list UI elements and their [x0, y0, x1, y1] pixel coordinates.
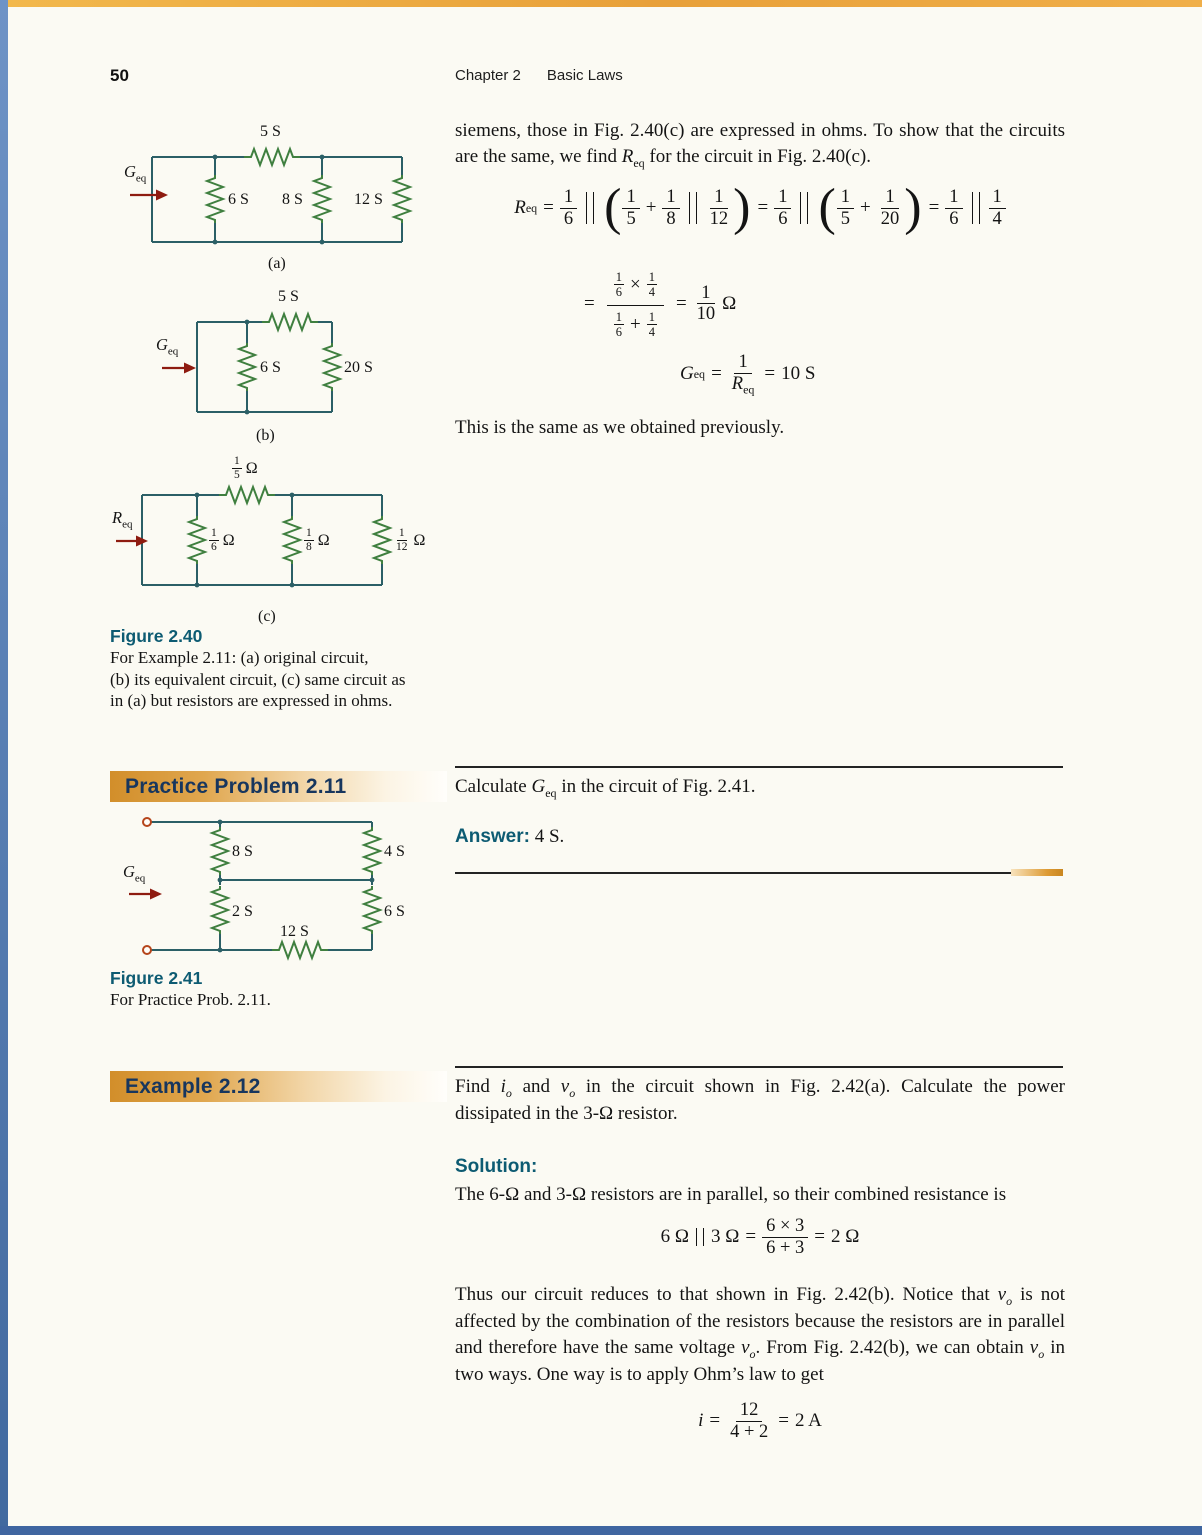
parallel-operator	[689, 192, 697, 224]
resistor-6s	[239, 343, 255, 391]
resistor-label-1-12ohm: 1 12 Ω	[396, 527, 426, 554]
fraction-1-8: $\frac{1}{8}$	[662, 187, 679, 229]
source-label-geq	[124, 164, 146, 184]
compound-fraction	[607, 268, 664, 340]
equals-sign: =	[928, 197, 940, 219]
parallel-operator	[586, 192, 594, 224]
fraction-1-6: $\frac{1}{6}$	[615, 270, 622, 300]
resistor-label-6s: 6 S	[260, 359, 281, 376]
terminal-bottom	[143, 946, 151, 954]
eq-result: 2 A	[794, 1410, 822, 1432]
figure-caption-title: Figure 2.40	[110, 626, 203, 646]
junction-dot	[195, 583, 200, 588]
var-vo-sub: o	[1038, 1347, 1045, 1362]
solution-intro: The 6-Ω and 3-Ω resistors are in parallel, so their combined resistance is	[455, 1184, 1007, 1205]
resistor-label-12s: 12 S	[354, 191, 383, 208]
var-vo-sub: o	[569, 1085, 576, 1100]
resistor-label-8s: 8 S	[232, 843, 253, 860]
practice-problem-title: Practice Problem 2.11	[125, 774, 347, 798]
resistor-1-12ohm	[374, 516, 390, 564]
fraction-1-10: $\frac{1}{10}$	[696, 282, 716, 325]
terminal-top	[143, 818, 151, 826]
paragraph-segment: Thus our circuit reduces to that shown in Fig. 2.42(b). Notice that	[455, 1284, 998, 1305]
running-head	[455, 67, 623, 84]
equation-geq	[680, 352, 815, 397]
var-geq-sub: eq	[545, 785, 557, 800]
fraction-1-4: $\frac{1}{4}$	[648, 309, 655, 340]
fraction-12-over-4plus2: $\frac{12}{4 + 2}$	[730, 1400, 769, 1442]
junction-dot	[195, 493, 200, 498]
figure-caption-line: in (a) but resistors are expressed in ohms.	[110, 691, 393, 711]
var-geq-base: G	[531, 776, 546, 797]
var-io-sub: o	[505, 1085, 512, 1100]
junction-dot	[320, 155, 325, 160]
figure-2-40-caption	[110, 626, 450, 712]
solution-label: Solution:	[455, 1156, 538, 1177]
equation-req-value	[578, 268, 739, 340]
equals-sign: =	[778, 1410, 789, 1432]
equals-sign: =	[764, 363, 776, 385]
var-sub: eq	[135, 172, 147, 185]
resistor-12s	[272, 942, 328, 958]
var-base: G	[124, 162, 136, 181]
fraction-1-6: $\frac{1}{6}$	[774, 187, 791, 229]
var-io-base: i	[500, 1076, 506, 1097]
resistor-label-6s: 6 S	[384, 903, 405, 920]
junction-dot	[245, 320, 250, 325]
junction-dot	[218, 820, 223, 825]
eq-term: 6 Ω	[660, 1226, 689, 1248]
section-rule-top	[455, 1066, 1063, 1068]
resistor-1-5ohm	[219, 487, 275, 503]
geq-arrow-head	[156, 190, 168, 201]
plus-sign: +	[645, 197, 657, 219]
var-vo-base: v	[997, 1284, 1007, 1305]
resistor-5s	[244, 149, 300, 165]
paragraph-segment: in the circuit of Fig. 2.41.	[556, 776, 756, 797]
example-paragraph	[455, 1282, 1065, 1389]
junction-dot	[320, 240, 325, 245]
example-prompt	[455, 1074, 1065, 1127]
figure-caption-line: For Example 2.11: (a) original circuit,	[110, 648, 369, 667]
example-title: Example 2.12	[125, 1074, 261, 1098]
page-edge-bottom	[0, 1526, 1202, 1535]
junction-dot	[218, 878, 223, 883]
paragraph-segment: in two ways. One way is to apply Ohm’s law to get	[455, 1337, 1066, 1386]
paragraph-segment: siemens, those in Fig. 2.40(c) are expressed in ohms. To show that the circuits are the same, we find	[455, 120, 1065, 168]
eq-lhs: G	[680, 363, 694, 385]
fraction-1-4: $\frac{1}{4}$	[648, 270, 655, 300]
resistor-20s	[324, 343, 340, 391]
equals-sign: =	[543, 197, 554, 219]
junction-dot	[290, 493, 295, 498]
var-sub: eq	[122, 518, 133, 531]
figure-2-40b-circuit	[110, 282, 445, 450]
resistor-2s	[212, 886, 228, 934]
page-edge-top	[0, 0, 1202, 7]
paragraph-segment: Find	[455, 1076, 501, 1097]
fraction-1-req: 1 $R_{eq}$	[731, 352, 755, 397]
resistor-label-4s: 4 S	[384, 843, 405, 860]
figure-caption-line: (b) its equivalent circuit, (c) same circuit as	[110, 669, 406, 689]
eq-lhs: R	[514, 197, 526, 219]
junction-dot	[245, 410, 250, 415]
section-rule-top	[455, 766, 1063, 768]
parallel-operator	[972, 192, 980, 224]
fraction-1-6: $\frac{1}{6}$	[560, 187, 577, 229]
junction-dot	[290, 583, 295, 588]
subfigure-tag-a: (a)	[268, 255, 286, 272]
junction-dot	[213, 240, 218, 245]
figure-caption-title: Figure 2.41	[110, 968, 203, 988]
page-number: 50	[110, 66, 129, 85]
var-base: G	[123, 862, 135, 881]
right-paren: )	[733, 179, 751, 236]
figure-2-40c-circuit	[110, 453, 455, 633]
ohm-unit: Ω	[722, 292, 737, 314]
eq-lhs-sub: eq	[525, 200, 538, 215]
resistor-label-5s: 5 S	[278, 288, 299, 305]
resistor-6s	[364, 886, 380, 934]
page-edge-left	[0, 0, 8, 1535]
var-vo-sub: o	[749, 1347, 756, 1362]
resistor-12s	[394, 175, 410, 223]
eq-result: 10 S	[781, 363, 816, 385]
paragraph-segment: is not affected by the combination of the resistors because the resistors are in parallel and therefore have the same voltage	[455, 1284, 1065, 1359]
circuit-241-svg	[110, 808, 455, 968]
parallel-operator	[800, 192, 808, 224]
resistor-label-6s: 6 S	[228, 191, 249, 208]
times-sign: ×	[629, 273, 641, 295]
var-vo-base: v	[741, 1337, 750, 1359]
subfigure-tag-b: (b)	[256, 427, 275, 444]
eq-lhs-sub: eq	[693, 366, 706, 381]
resistor-label-20s: 20 S	[344, 359, 373, 376]
eq-lhs: i	[698, 1410, 704, 1432]
fraction-1-5: 1 5	[837, 187, 854, 229]
source-label-req	[112, 510, 132, 530]
left-paren: (	[604, 179, 622, 236]
fraction-1-12: 1 12	[709, 186, 729, 229]
var-req-base: R	[621, 146, 634, 168]
equation-req	[455, 179, 1065, 236]
practice-prompt	[455, 774, 1065, 801]
fraction-1-5: 1 5	[622, 187, 639, 229]
figure-2-40a-circuit	[110, 112, 445, 277]
resistor-label-1-5ohm: 1 5 Ω	[234, 455, 258, 482]
var-vo-sub: o	[1006, 1293, 1013, 1308]
equals-sign: =	[745, 1226, 757, 1248]
answer-line	[455, 826, 564, 848]
resistor-8s	[314, 175, 330, 223]
resistor-1-6ohm	[189, 516, 205, 564]
figure-2-41-circuit	[110, 808, 455, 968]
resistor-label-12s: 12 S	[280, 923, 309, 940]
intro-paragraph	[455, 118, 1065, 171]
var-base: G	[156, 335, 168, 354]
source-label-geq	[123, 864, 145, 884]
equals-sign: =	[711, 363, 722, 385]
example-header	[110, 1071, 447, 1102]
equals-sign: =	[584, 292, 595, 314]
subfigure-tag-c: (c)	[258, 608, 276, 625]
resistor-label-5s: 5 S	[260, 123, 281, 140]
var-sub: eq	[134, 872, 146, 885]
plus-sign: +	[629, 313, 641, 335]
fraction-1-20: $\frac{1}{20}$	[880, 186, 900, 229]
equals-sign: =	[675, 292, 687, 314]
junction-dot	[213, 155, 218, 160]
resistor-label-8s: 8 S	[282, 191, 303, 208]
var-vo-base: v	[560, 1076, 570, 1097]
rule-orange-tab	[1011, 869, 1063, 876]
parallel-operator	[696, 1228, 704, 1246]
answer-label: Answer:	[455, 826, 530, 847]
junction-dot	[218, 948, 223, 953]
paragraph-segment: for the circuit in Fig. 2.40(c).	[644, 146, 872, 168]
equation-parallel	[455, 1216, 1065, 1258]
fraction-1-6: $\frac{1}{6}$	[945, 187, 962, 229]
var-base: R	[731, 373, 744, 394]
equals-sign: =	[757, 197, 769, 219]
wire	[142, 495, 382, 585]
resistor-4s	[364, 827, 380, 875]
var-sub: eq	[743, 382, 755, 397]
practice-problem-header	[110, 771, 447, 802]
var-sub: eq	[167, 345, 179, 358]
geq-arrow-head	[184, 363, 196, 374]
left-paren: (	[818, 179, 836, 236]
section-rule-bottom	[455, 872, 1063, 874]
geq-arrow-head	[150, 889, 162, 900]
paragraph-segment: in the circuit shown in Fig. 2.42(a). Calculate the power dissipated in the 3-Ω resistor.	[455, 1076, 1065, 1125]
resistor-5s	[262, 314, 318, 330]
paragraph-segment: Calculate	[455, 776, 532, 797]
eq-result: 2 Ω	[831, 1226, 860, 1248]
figure-2-41-caption	[110, 968, 450, 1011]
var-req-sub: eq	[633, 155, 645, 170]
figure-caption-line: For Practice Prob. 2.11.	[110, 990, 271, 1009]
wire	[151, 822, 372, 950]
resistor-label-2s: 2 S	[232, 903, 253, 920]
chapter-title: Basic Laws	[546, 67, 623, 84]
fraction-1-4: 1 4	[989, 187, 1006, 229]
paragraph-segment: and	[511, 1076, 561, 1097]
source-label-geq	[156, 337, 178, 357]
var-base: R	[112, 508, 123, 527]
answer-value: 4 S.	[534, 826, 565, 847]
equals-sign: =	[814, 1226, 825, 1248]
fraction-6x3-over-6plus3: $\frac{6 \times 3}{6 + 3}$	[762, 1216, 808, 1258]
fraction-1-6: 1 6	[615, 309, 622, 340]
right-paren: )	[904, 179, 922, 236]
var-vo-base: v	[1029, 1337, 1039, 1359]
resistor-label-1-6ohm: 1 6 Ω	[211, 527, 235, 554]
resistor-8s	[212, 827, 228, 875]
resistor-label-1-8ohm: 1 8 Ω	[306, 527, 330, 554]
paragraph-segment: . From Fig. 2.42(b), we can obtain	[755, 1337, 1030, 1359]
chapter-label: Chapter 2	[455, 67, 521, 84]
junction-dot	[370, 878, 375, 883]
equals-sign: =	[709, 1410, 721, 1432]
resistor-1-8ohm	[284, 516, 300, 564]
plus-sign: +	[860, 197, 871, 219]
closing-sentence: This is the same as we obtained previously.	[455, 417, 785, 438]
resistor-6s	[207, 175, 223, 223]
eq-term: 3 Ω	[711, 1226, 740, 1248]
equation-current	[455, 1400, 1065, 1442]
